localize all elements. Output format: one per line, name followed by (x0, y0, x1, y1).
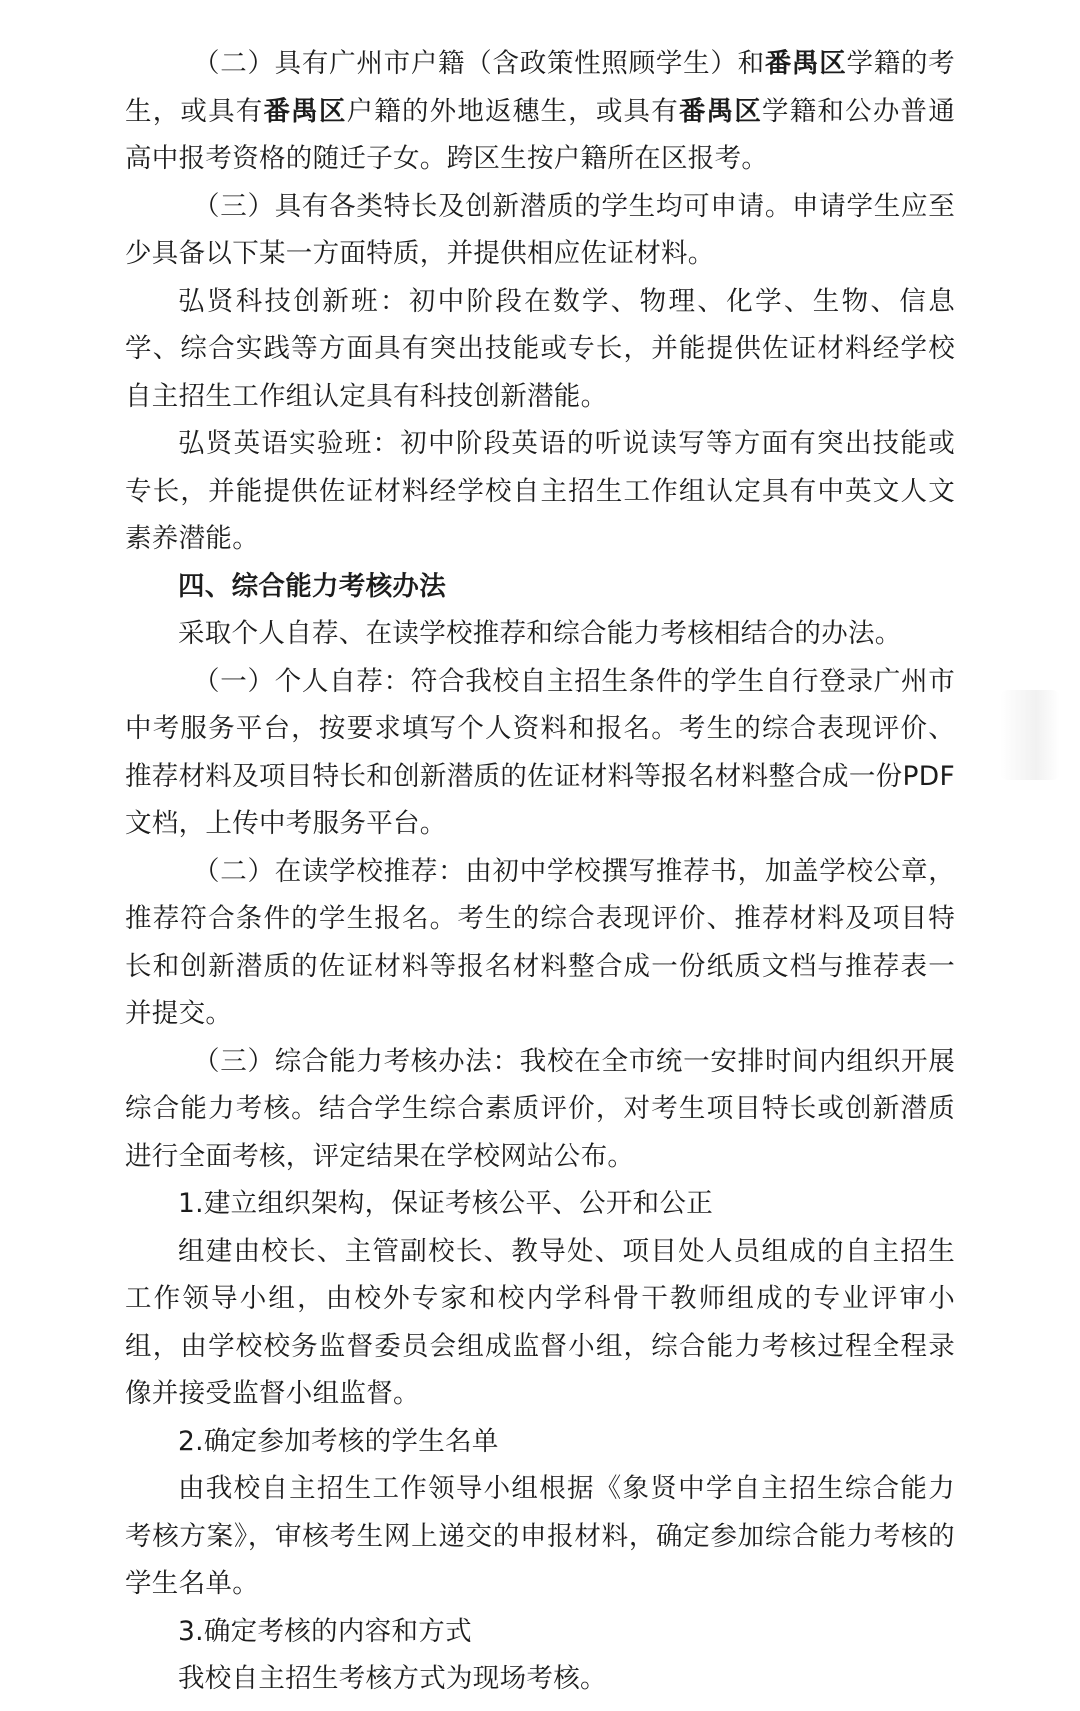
paragraph-eligibility-3: （三）具有各类特长及创新潜质的学生均可申请。申请学生应至少具备以下某一方面特质，并提供相应佐证材料。 (125, 190, 955, 269)
paragraph-science-class: 弘贤科技创新班：初中阶段在数学、物理、化学、生物、信息学、综合实践等方面具有突出技能或专长，并能提供佐证材料经学校自主招生工作组认定具有科技创新潜能。 (125, 285, 955, 412)
subheading-organization: 1.建立组织架构，保证考核公平、公开和公正 (178, 1188, 714, 1219)
paragraph-method-intro: 采取个人自荐、在读学校推荐和综合能力考核相结合的办法。 (178, 618, 902, 649)
paragraph-school-recommend: （二）在读学校推荐：由初中学校撰写推荐书，加盖学校公章，推荐符合条件的学生报名。考生的综合表现评价、推荐材料及项目特长和创新潜质的佐证材料等报名材料整合成一份纸质文档与推荐表一并提交。 (125, 855, 955, 1029)
document-page (125, 40, 955, 1703)
text-span: 学籍和公办普通高中报考资格的随迁子女。跨区生按户籍所在区报考。 (125, 95, 956, 174)
paragraph-self-recommend: （一）个人自荐：符合我校自主招生条件的学生自行登录广州市中考服务平台，按要求填写个人资料和报名。考生的综合表现评价、推荐材料及项目特长和创新潜质的佐证材料等报名材料整合成一份PDF文档，上传中考服务平台。 (125, 665, 955, 839)
subheading-content-method: 3.确定考核的内容和方式 (178, 1615, 472, 1647)
paragraph-eligibility-2 (125, 40, 955, 183)
scan-artifact (1000, 690, 1060, 780)
paragraph-onsite-assessment: 我校自主招生考核方式为现场考核。 (178, 1663, 607, 1694)
text-span: 学籍的考生，或具有 (125, 48, 955, 127)
bold-district: 番禺区 (764, 48, 847, 79)
bold-district: 番禺区 (263, 95, 347, 127)
section-heading: 四、综合能力考核办法 (178, 570, 446, 602)
subheading-student-list: 2.确定参加考核的学生名单 (178, 1425, 499, 1457)
paragraph-english-class: 弘贤英语实验班：初中阶段英语的听说读写等方面有突出技能或专长，并能提供佐证材料经学校自主招生工作组认定具有中英文人文素养潜能。 (125, 428, 955, 554)
paragraph-organization: 组建由校长、主管副校长、教导处、项目处人员组成的自主招生工作领导小组，由校外专家和校内学科骨干教师组成的专业评审小组，由学校校务监督委员会组成监督小组，综合能力考核过程全程录像并接受监督小组监督。 (125, 1235, 955, 1409)
paragraph-student-list: 由我校自主招生工作领导小组根据《象贤中学自主招生综合能力考核方案》，审核考生网上递交的申报材料，确定参加综合能力考核的学生名单。 (125, 1473, 955, 1599)
bold-district: 番禺区 (678, 95, 763, 127)
paragraph-assessment-method: （三）综合能力考核办法：我校在全市统一安排时间内组织开展综合能力考核。结合学生综合素质评价，对考生项目特长或创新潜质进行全面考核，评定结果在学校网站公布。 (125, 1045, 955, 1172)
text-span: 户籍的外地返穗生，或具有 (346, 95, 679, 127)
text-span: （二）具有广州市户籍（含政策性照顾学生）和 (193, 48, 765, 79)
